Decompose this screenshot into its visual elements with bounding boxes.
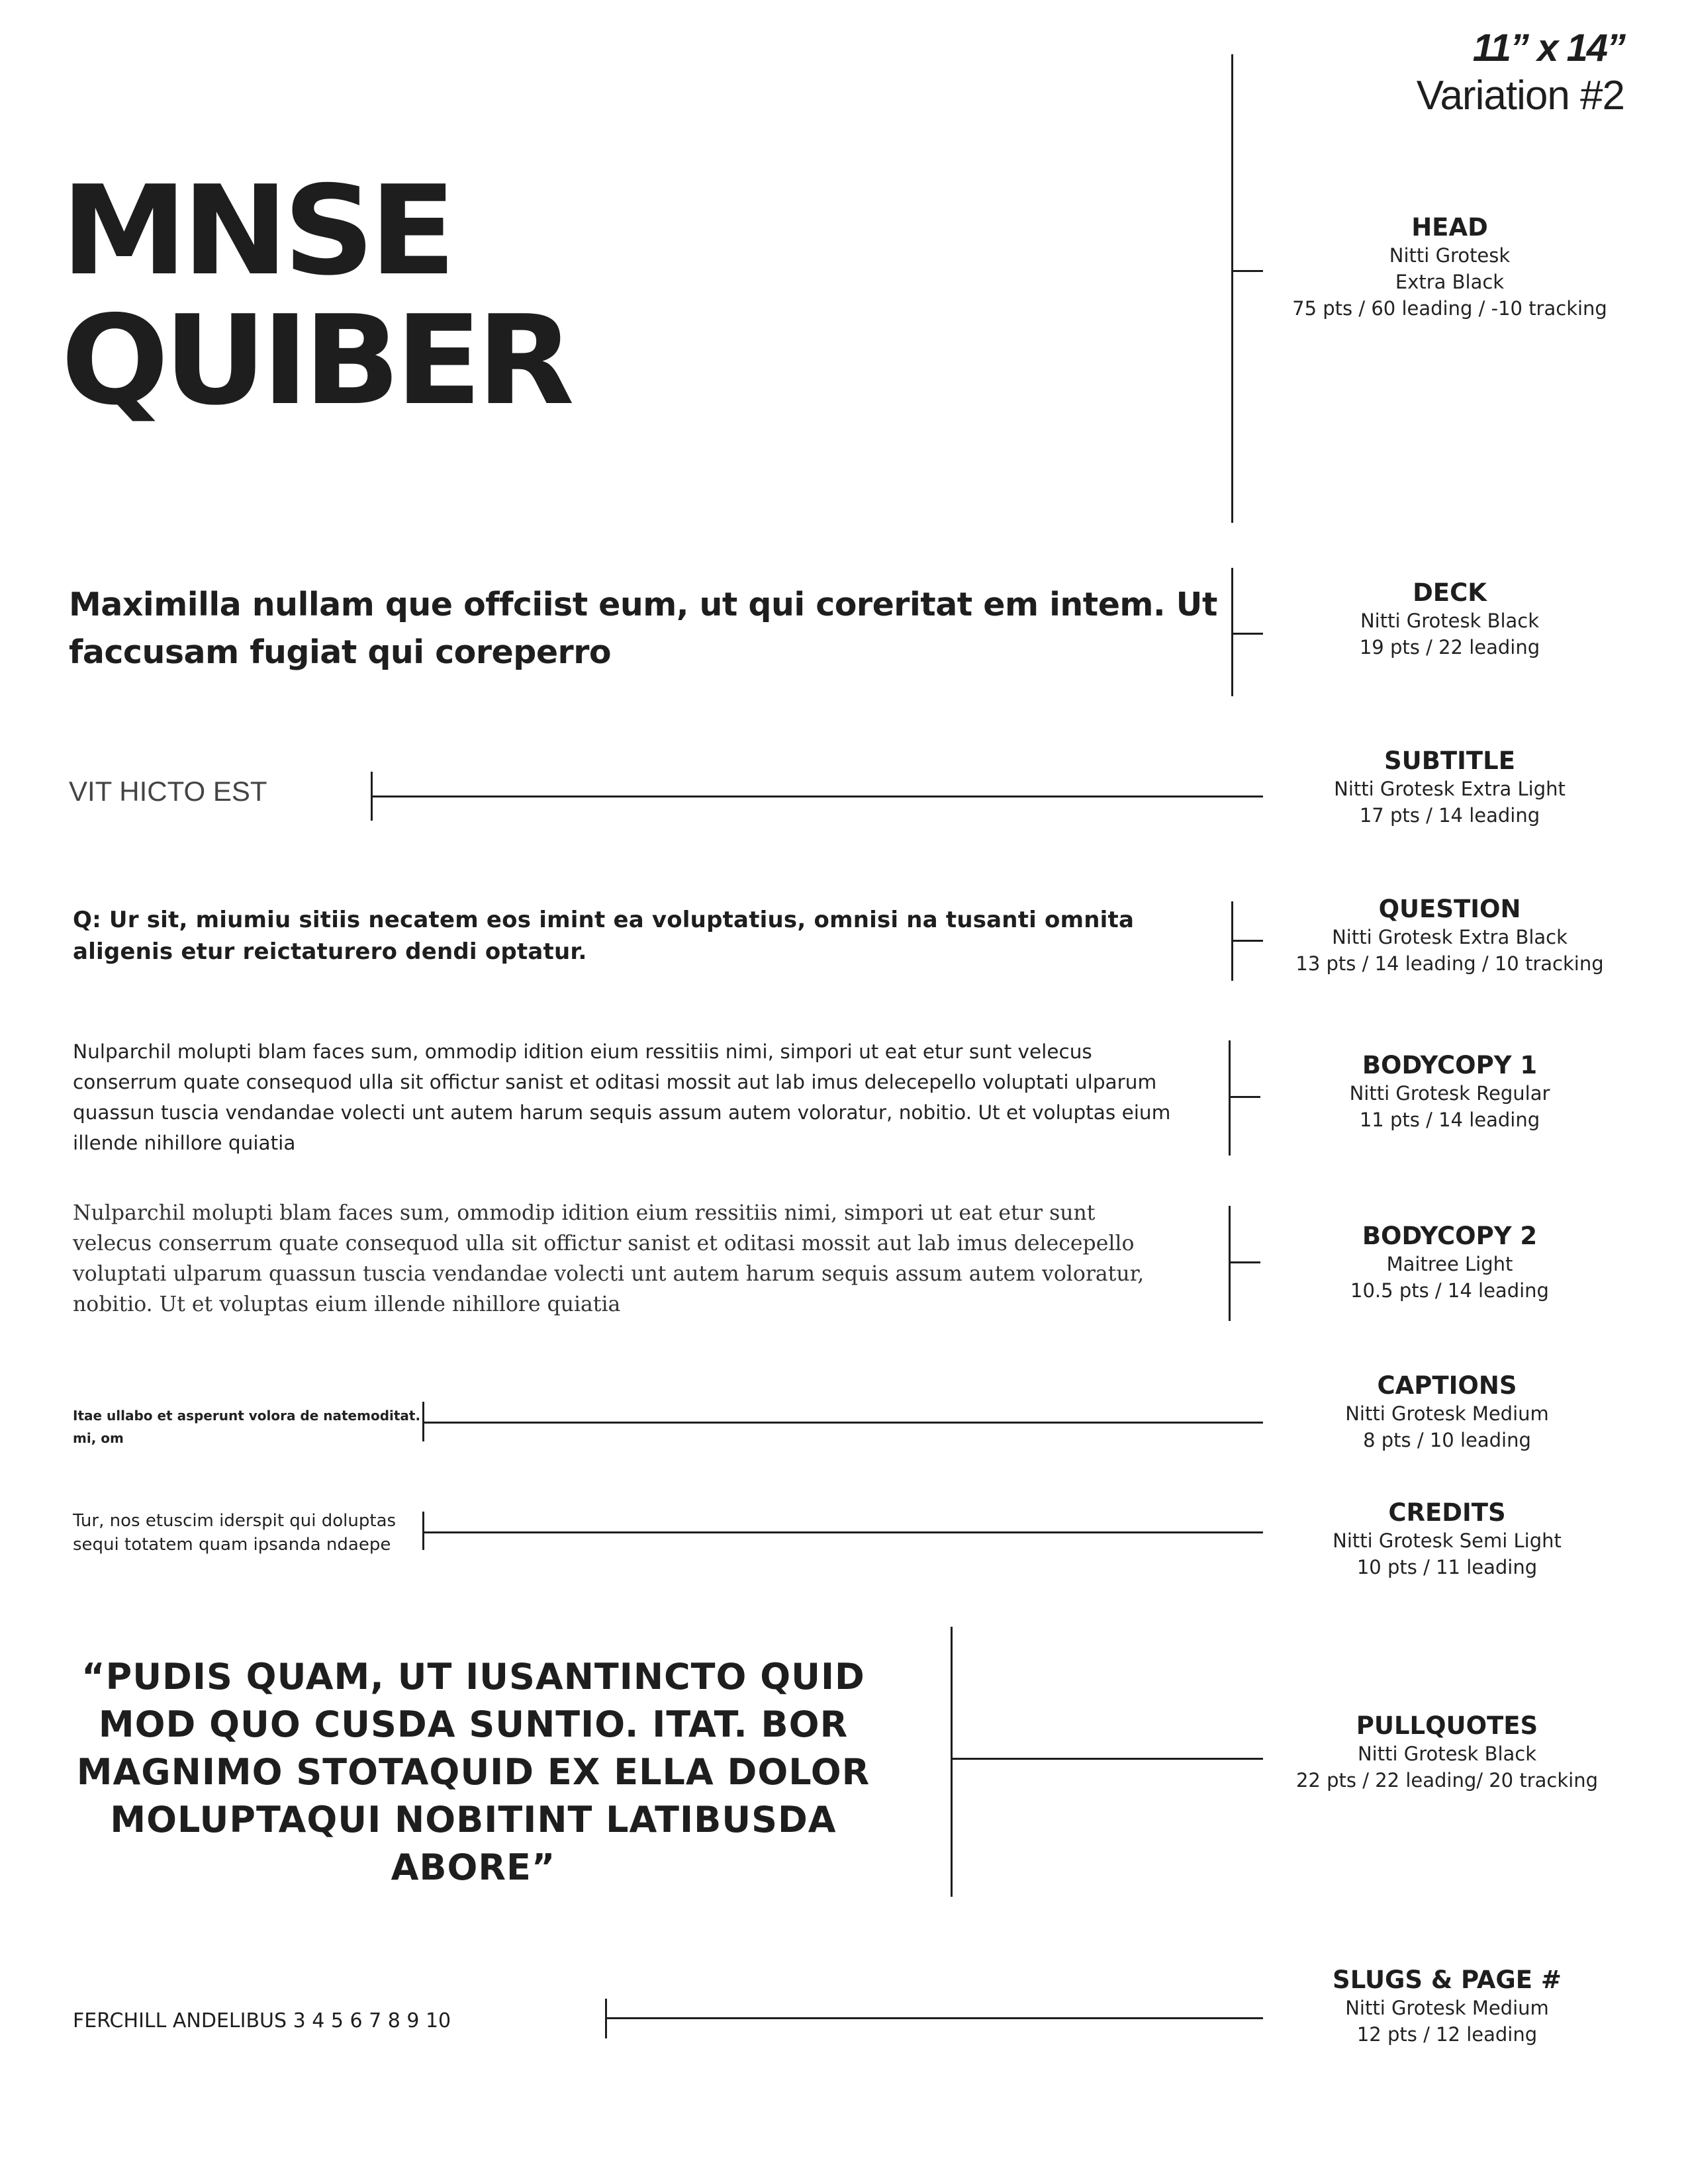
spec-head-line-3: 75 pts / 60 leading / -10 tracking	[1292, 297, 1607, 320]
spec-deck	[1244, 578, 1655, 660]
spec-bodycopy1-line-1: Nitti Grotesk Regular	[1349, 1082, 1550, 1105]
credit-text: Tur, nos etuscim iderspit qui doluptas sequi totatem quam ipsanda ndaepe	[73, 1511, 397, 1555]
spec-subtitle	[1244, 747, 1655, 829]
spec-bodycopy2-line-1: Maitree Light	[1386, 1253, 1513, 1275]
subtitle-leader-line	[371, 796, 1263, 797]
spec-deck-line-1: Nitti Grotesk Black	[1360, 610, 1540, 632]
pullquote-bracket-vertical	[951, 1627, 953, 1897]
spec-head-title: HEAD	[1411, 213, 1488, 242]
spec-subtitle-line-1: Nitti Grotesk Extra Light	[1334, 778, 1566, 800]
bodycopy2-bracket-vertical	[1229, 1206, 1231, 1321]
spec-bodycopy1-line-2: 11 pts / 14 leading	[1359, 1109, 1540, 1131]
spec-bodycopy2-line-2: 10.5 pts / 14 leading	[1350, 1279, 1549, 1302]
spec-pullquotes	[1242, 1711, 1652, 1794]
bodycopy2-text: Nulparchil molupti blam faces sum, ommodip idition eium ressitiis nimi, simpori ut eat etur sunt velecus conserrum quate consequod ulla sit offictur sanist et oditasi mossit aut lab imus delecepello voluptati ulparum quassun tuscia vendandae volecti unt autem harum sequis assum autem voloratur, nobitio. Ut et voluptas eium illende nihillore quiatia	[73, 1201, 1145, 1316]
spec-credits-line-2: 10 pts / 11 leading	[1356, 1556, 1538, 1578]
spec-question	[1244, 895, 1655, 977]
spec-slugs-line-2: 12 pts / 12 leading	[1356, 2023, 1538, 2046]
spec-captions	[1242, 1371, 1652, 1453]
caption-text: Itae ullabo et asperunt volora de natemoditat. mi, om	[73, 1408, 421, 1446]
spec-captions-title: CAPTIONS	[1377, 1371, 1517, 1400]
spec-credits	[1242, 1498, 1652, 1580]
question-text: Q: Ur sit, miumiu sitiis necatem eos imint ea voluptatius, omnisi na tusanti omnita aligenis etur reictaturero dendi optatur.	[73, 907, 1135, 965]
spec-pullquotes-title: PULLQUOTES	[1356, 1711, 1538, 1740]
subtitle-text: VIT HICTO EST	[69, 776, 267, 807]
spec-bodycopy2	[1244, 1222, 1655, 1304]
spec-deck-title: DECK	[1413, 578, 1487, 607]
spec-slugs	[1242, 1966, 1652, 2048]
credit-leader-start	[422, 1512, 424, 1550]
page-size-label: 11” x 14”	[1472, 26, 1624, 69]
pullquote-text: “PUDIS QUAM, UT IUSANTINCTO QUID MOD QUO CUSDA SUNTIO. ITAT. BOR MAGNIMO STOTAQUID EX ELLA DOLOR MOLUPTAQUI NOBITINT LATIBUSDA ABORE”	[76, 1656, 870, 1888]
spec-subtitle-title: SUBTITLE	[1384, 747, 1515, 775]
pullquote-leader-line	[951, 1758, 1263, 1760]
bodycopy1-text: Nulparchil molupti blam faces sum, ommodip idition eium ressitiis nimi, simpori ut eat etur sunt velecus conserrum quate consequod ulla sit offictur sanist et oditasi mossit aut lab imus delecepello voluptati ulparum quassun tuscia vendandae volecti unt autem harum sequis assum autem voloratur, nobitio. Ut et voluptas eium illende nihillore quiatia	[73, 1040, 1171, 1154]
deck-text: Maximilla nullam que offciist eum, ut qui coreritat em intem. Ut faccusam fugiat qui coreperro	[69, 586, 1217, 671]
bodycopy1-bracket-vertical	[1229, 1040, 1231, 1156]
spec-question-line-2: 13 pts / 14 leading / 10 tracking	[1295, 952, 1604, 975]
spec-bodycopy2-title: BODYCOPY 2	[1362, 1222, 1538, 1250]
spec-credits-title: CREDITS	[1388, 1498, 1506, 1527]
spec-bodycopy1	[1244, 1051, 1655, 1133]
spec-deck-line-2: 19 pts / 22 leading	[1359, 636, 1540, 659]
spec-question-title: QUESTION	[1378, 895, 1521, 923]
spec-captions-line-2: 8 pts / 10 leading	[1363, 1429, 1531, 1451]
head-line-2: QUIBER	[61, 289, 569, 433]
head-bracket-vertical	[1231, 54, 1233, 523]
spec-pullquotes-line-2: 22 pts / 22 leading/ 20 tracking	[1295, 1769, 1598, 1792]
deck-bracket-vertical	[1231, 568, 1233, 696]
spec-subtitle-line-2: 17 pts / 14 leading	[1359, 804, 1540, 827]
credit-leader-line	[422, 1531, 1263, 1533]
spec-head-line-2: Extra Black	[1395, 271, 1505, 293]
head-line-1: MNSE	[61, 159, 451, 303]
spec-slugs-title: SLUGS & PAGE #	[1333, 1966, 1562, 1994]
caption-leader-line	[422, 1422, 1263, 1424]
spec-head-line-1: Nitti Grotesk	[1389, 244, 1511, 267]
spec-question-line-1: Nitti Grotesk Extra Black	[1332, 926, 1568, 948]
slug-leader-line	[605, 2017, 1263, 2019]
variation-label: Variation #2	[1416, 73, 1624, 118]
slug-text: FERCHILL ANDELIBUS 3 4 5 6 7 8 9 10	[73, 2009, 451, 2032]
spec-pullquotes-line-1: Nitti Grotesk Black	[1357, 1743, 1537, 1765]
spec-slugs-line-1: Nitti Grotesk Medium	[1345, 1997, 1549, 2019]
spec-head	[1244, 213, 1655, 322]
spec-captions-line-1: Nitti Grotesk Medium	[1345, 1402, 1549, 1425]
spec-bodycopy1-title: BODYCOPY 1	[1362, 1051, 1538, 1079]
spec-credits-line-1: Nitti Grotesk Semi Light	[1333, 1529, 1562, 1552]
